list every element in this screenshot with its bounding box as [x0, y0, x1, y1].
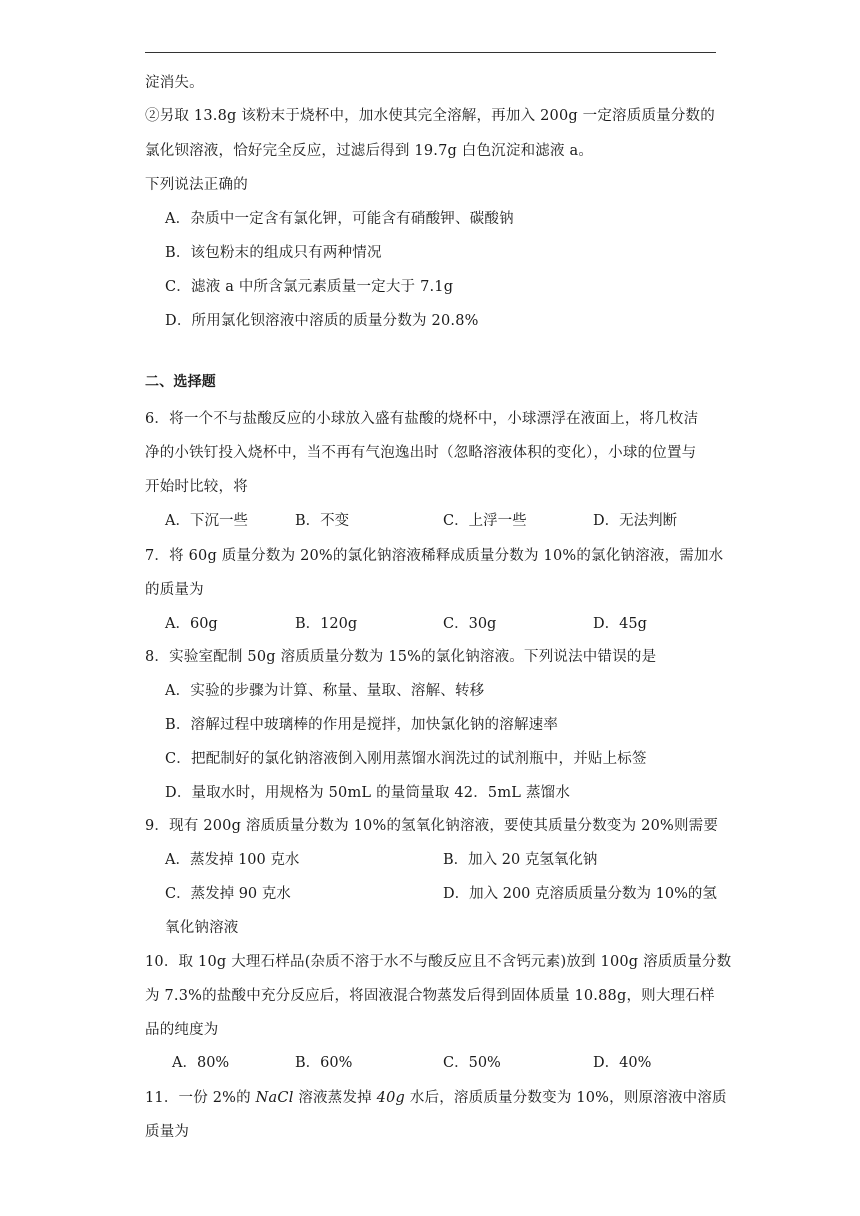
formula-nacl: NaCl: [255, 1090, 294, 1106]
question-10-stem: 10．取 10g 大理石样品(杂质不溶于水不与酸反应且不含钙元素)放到 100g 溶质质量分数: [145, 954, 732, 970]
option-d-continued: 氧化钠溶液: [165, 920, 239, 936]
text-line: 氯化钡溶液，恰好完全反应，过滤后得到 19.7g 白色沉淀和滤液 a。: [145, 143, 594, 159]
option-c: C．上浮一些: [443, 513, 527, 529]
option-b: B．该包粉末的组成只有两种情况: [165, 245, 382, 261]
question-8-stem: 8．实验室配制 50g 溶质质量分数为 15%的氯化钠溶液。下列说法中错误的是: [145, 649, 657, 665]
text-line: ②另取 13.8g 该粉末于烧杯中，加水使其完全溶解，再加入 200g 一定溶质质量分数的: [145, 108, 715, 124]
option-c: C．把配制好的氯化钠溶液倒入刚用蒸馏水润洗过的试剂瓶中，并贴上标签: [165, 751, 647, 767]
option-d: D．量取水时，用规格为 50mL 的量筒量取 42．5mL 蒸馏水: [165, 785, 571, 801]
option-a: A．60g: [165, 616, 218, 632]
section-heading: 二、选择题: [145, 374, 216, 390]
question-10-stem: 为 7.3%的盐酸中充分反应后，将固液混合物蒸发后得到固体质量 10.88g，则大理石样: [145, 988, 715, 1004]
question-11-stem: [145, 1088, 727, 1108]
option-a: A．蒸发掉 100 克水: [165, 852, 300, 868]
option-c: C．滤液 a 中所含氯元素质量一定大于 7.1g: [165, 279, 454, 295]
header-rule: [145, 52, 716, 53]
option-d: D．45g: [593, 616, 647, 632]
option-b: B．不变: [295, 513, 350, 529]
question-prompt: 下列说法正确的: [145, 177, 248, 193]
option-b: B．60%: [295, 1055, 353, 1071]
question-10-stem: 品的纯度为: [145, 1022, 219, 1038]
question-9-stem: 9．现有 200g 溶质质量分数为 10%的氢氧化钠溶液，要使其质量分数变为 20%则需要: [145, 818, 719, 834]
option-c: C．30g: [443, 616, 497, 632]
stem-text: 11．一份 2%的: [145, 1090, 256, 1106]
option-d: D．加入 200 克溶质质量分数为 10%的氢: [443, 886, 717, 902]
option-c: C．50%: [443, 1055, 501, 1071]
option-d: D．40%: [593, 1055, 652, 1071]
question-7-stem: 7．将 60g 质量分数为 20%的氯化钠溶液稀释成质量分数为 10%的氯化钠溶液，需加水: [145, 548, 724, 564]
option-b: B．加入 20 克氢氧化钠: [443, 852, 598, 868]
option-b: B．120g: [295, 616, 358, 632]
mass-value: 40g: [376, 1090, 406, 1106]
option-a: A．实验的步骤为计算、称量、量取、溶解、转移: [165, 683, 485, 699]
option-d: D．无法判断: [593, 513, 678, 529]
option-a: A．下沉一些: [165, 513, 248, 529]
question-7-stem: 的质量为: [145, 582, 204, 598]
option-a: A．80%: [172, 1055, 230, 1071]
question-6-stem: 6．将一个不与盐酸反应的小球放入盛有盐酸的烧杯中，小球漂浮在液面上，将几枚洁: [145, 411, 699, 427]
question-11-stem: 质量为: [145, 1124, 190, 1140]
option-b: B．溶解过程中玻璃棒的作用是搅拌，加快氯化钠的溶解速率: [165, 717, 559, 733]
option-d: D．所用氯化钡溶液中溶质的质量分数为 20.8%: [165, 313, 479, 329]
question-6-stem: 净的小铁钉投入烧杯中，当不再有气泡逸出时（忽略溶液体积的变化），小球的位置与: [145, 445, 697, 461]
stem-text: 水后，溶质质量分数变为 10%，则原溶液中溶质: [405, 1090, 727, 1106]
stem-text: 溶液蒸发掉: [293, 1090, 377, 1106]
text-line: 淀消失。: [145, 75, 204, 91]
question-6-stem: 开始时比较，将: [145, 479, 248, 495]
option-c: C．蒸发掉 90 克水: [165, 886, 291, 902]
option-a: A．杂质中一定含有氯化钾，可能含有硝酸钾、碳酸钠: [165, 211, 514, 227]
